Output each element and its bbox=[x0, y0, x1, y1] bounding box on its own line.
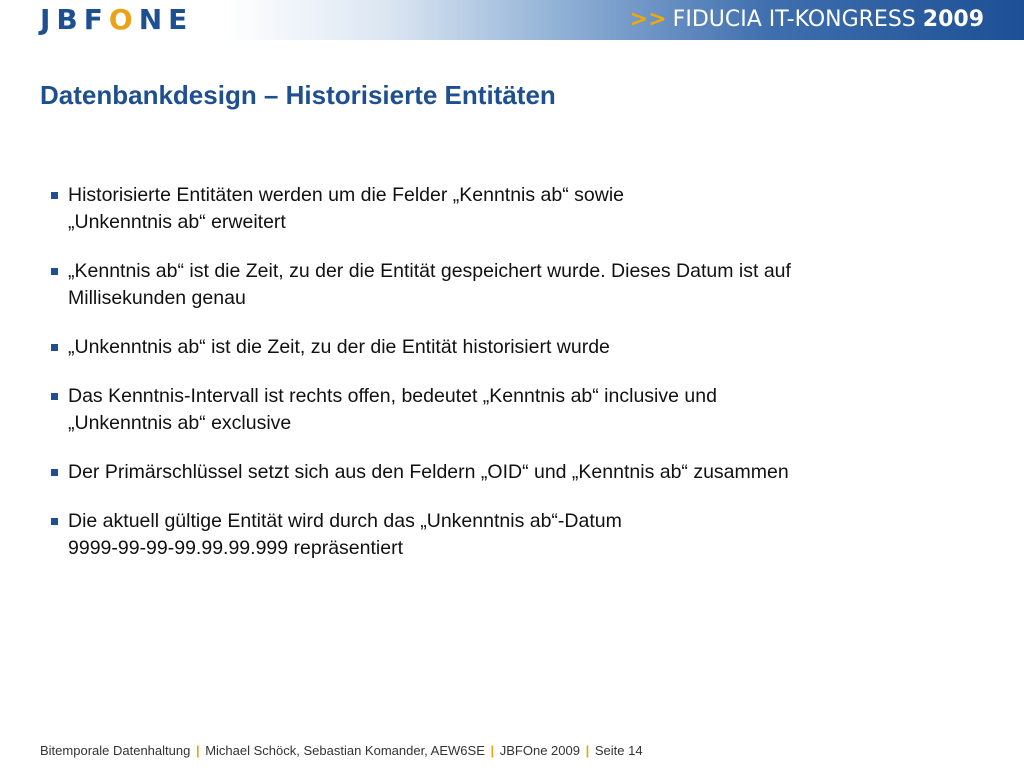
congress-label bbox=[630, 6, 984, 34]
square-bullet-icon bbox=[51, 518, 58, 525]
footer-page-number: Seite 14 bbox=[594, 743, 643, 758]
bullet-line: „Unkenntnis ab“ ist die Zeit, zu der die Entität historisiert wurde bbox=[68, 336, 610, 358]
footer bbox=[40, 743, 643, 758]
bullet-item bbox=[48, 383, 948, 437]
footer-topic: Bitemporale Datenhaltung bbox=[40, 743, 191, 758]
footer-authors: Michael Schöck, Sebastian Komander, AEW6SE bbox=[205, 743, 485, 758]
bullet-line: Historisierte Entitäten werden um die Felder „Kenntnis ab“ sowie bbox=[68, 184, 625, 206]
square-bullet-icon bbox=[51, 344, 58, 351]
bullet-line: „Kenntnis ab“ ist die Zeit, zu der die Entität gespeichert wurde. Dieses Datum ist auf bbox=[68, 260, 791, 282]
bullet-item bbox=[48, 508, 948, 562]
bullet-line: Der Primärschlüssel setzt sich aus den Feldern „OID“ und „Kenntnis ab“ zusammen bbox=[68, 461, 789, 483]
footer-event: JBFOne 2009 bbox=[499, 743, 580, 758]
logo-text-dot: O bbox=[108, 3, 139, 36]
square-bullet-icon bbox=[51, 192, 58, 199]
bullet-line: „Unkenntnis ab“ erweitert bbox=[68, 211, 286, 233]
square-bullet-icon bbox=[51, 268, 58, 275]
square-bullet-icon bbox=[51, 393, 58, 400]
bullet-list bbox=[48, 182, 948, 584]
footer-separator: | bbox=[195, 743, 200, 758]
logo-text-b: NE bbox=[138, 3, 194, 36]
bullet-item bbox=[48, 459, 948, 486]
bullet-line: Das Kenntnis-Intervall ist rechts offen, bedeutet „Kenntnis ab“ inclusive und bbox=[68, 385, 717, 407]
footer-separator: | bbox=[585, 743, 590, 758]
square-bullet-icon bbox=[51, 469, 58, 476]
header-bar bbox=[0, 0, 1024, 40]
footer-separator: | bbox=[490, 743, 495, 758]
logo-text-a: JBF bbox=[40, 3, 109, 36]
double-arrow-icon: >> bbox=[629, 7, 667, 32]
slide-title: Datenbankdesign – Historisierte Entitäten bbox=[40, 80, 556, 110]
bullet-item bbox=[48, 182, 948, 236]
bullet-line: „Unkenntnis ab“ exclusive bbox=[68, 412, 292, 434]
bullet-line: Millisekunden genau bbox=[68, 287, 246, 309]
bullet-item bbox=[48, 334, 948, 361]
jbfone-logo bbox=[40, 4, 193, 36]
congress-name: FIDUCIA IT-KONGRESS bbox=[672, 7, 916, 32]
congress-year: 2009 bbox=[922, 7, 984, 32]
bullet-item bbox=[48, 258, 948, 312]
bullet-line: 9999-99-99-99.99.99.999 repräsentiert bbox=[68, 537, 403, 559]
bullet-line: Die aktuell gültige Entität wird durch das „Unkenntnis ab“-Datum bbox=[68, 510, 622, 532]
